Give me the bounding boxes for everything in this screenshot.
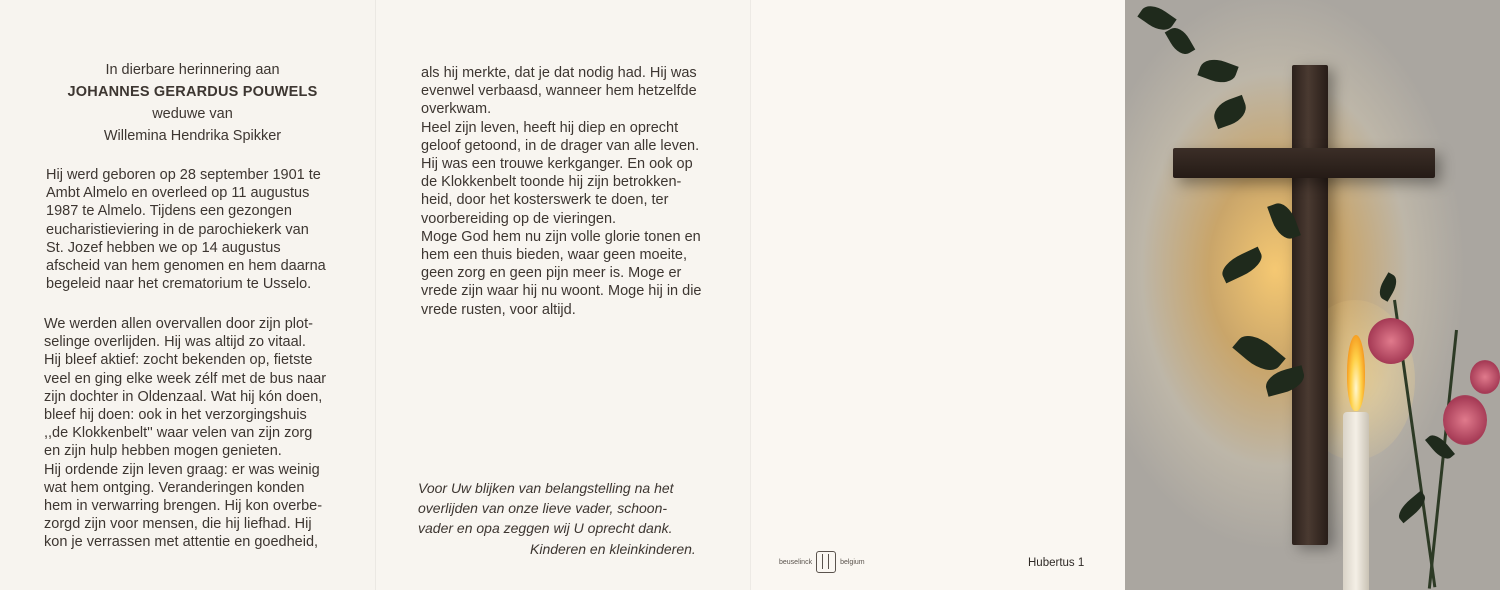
text-line: 1987 te Almelo. Tijdens een gezongen [46, 203, 292, 220]
text-line: bleef hij doen: ook in het verzorgingshuis [44, 407, 307, 424]
text-line: veel en ging elke week zélf met de bus naar [44, 370, 327, 387]
text-line: Hij ordende zijn leven graag: er was weinig [44, 461, 320, 478]
photo-cross-candle [1125, 0, 1500, 590]
panel-back [750, 0, 1125, 590]
candle [1343, 412, 1369, 590]
relation-text: weduwe van [152, 106, 233, 122]
text-line: eucharistieviering in de parochiekerk van [46, 221, 309, 238]
text-line: voorbereiding op de vieringen. [421, 210, 617, 227]
text-line: vrede rusten, voor altijd. [421, 301, 576, 318]
text-line: selinge overlijden. Hij was altijd zo vitaal. [44, 334, 306, 351]
text-line: en zijn hulp hebben mogen genieten. [44, 443, 282, 460]
paragraph-continuation [421, 64, 714, 319]
signature: Kinderen en kleinkinderen. [530, 541, 696, 557]
spouse-name: Willemina Hendrika Spikker [103, 128, 282, 144]
text-line: ,,de Klokkenbelt'' waar velen van zijn zorg [44, 425, 313, 442]
text-line: als hij merkte, dat je dat nodig had. Hij was [421, 65, 697, 81]
deceased-name: JOHANNES GERARDUS POUWELS [67, 84, 318, 100]
text-line: wat hem ontging. Veranderingen konden [44, 479, 305, 496]
text-line: zorgd zijn voor mensen, die hij liefhad. Hij [44, 516, 312, 533]
text-line: begeleid naar het crematorium te Usselo. [46, 276, 312, 293]
text-line: Ambt Almelo en overleed op 11 augustus [46, 185, 310, 202]
text-line: afscheid van hem genomen en hem daarna [46, 258, 326, 275]
text-line: hem een thuis bieden, waar geen moeite, [421, 247, 688, 264]
text-line: vader en opa zeggen wij U oprecht dank. [418, 520, 673, 536]
intro-text: In dierbare herinnering aan [105, 62, 280, 78]
candle-flame [1347, 335, 1365, 411]
text-line: overkwam. [421, 101, 492, 118]
printer-mark-icon [816, 551, 836, 573]
text-line: We werden allen overvallen door zijn plot- [44, 316, 313, 332]
cross-upright [1292, 65, 1328, 545]
printer-country: belgium [840, 558, 865, 566]
paragraph-remembrance [44, 315, 337, 552]
card-model: Hubertus 1 [1028, 557, 1085, 569]
text-line: Heel zijn leven, heeft hij diep en oprecht [421, 119, 679, 136]
text-line: hem in verwarring brengen. Hij kon overbe- [44, 498, 323, 515]
cross-beam [1173, 148, 1435, 178]
text-line: Hij bleef aktief: zocht bekenden op, fietste [44, 352, 313, 369]
text-line: evenwel verbaasd, wanneer hem hetzelfde [421, 83, 697, 100]
flower [1368, 318, 1414, 364]
text-line: Voor Uw blijken van belangstelling na het [418, 480, 674, 496]
text-line: Hij werd geboren op 28 september 1901 te [46, 167, 321, 183]
text-line: overlijden van onze lieve vader, schoon- [418, 500, 668, 516]
printer-name: beuselinck [779, 558, 813, 566]
flower [1443, 395, 1487, 445]
text-line: vrede zijn waar hij nu woont. Moge hij in die [421, 283, 702, 300]
fold-line [375, 0, 376, 590]
flower [1470, 360, 1500, 394]
text-line: heid, door het kosterswerk te doen, ter [421, 192, 669, 209]
thanks-note [418, 478, 714, 538]
text-line: zijn dochter in Oldenzaal. Wat hij kón doen, [44, 388, 323, 405]
text-line: de Klokkenbelt toonde hij zijn betrokken- [421, 174, 682, 191]
memorial-header [40, 59, 345, 147]
text-line: geen zorg en geen pijn meer is. Moge er [421, 265, 682, 282]
text-line: Hij was een trouwe kerkganger. En ook op [421, 156, 693, 173]
text-line: kon je verrassen met attentie en goedheid, [44, 534, 319, 551]
text-line: geloof getoond, in de drager van alle leven. [421, 137, 700, 154]
text-line: Moge God hem nu zijn volle glorie tonen en [421, 228, 701, 245]
printer-logo [779, 551, 865, 573]
paragraph-biography [46, 166, 337, 293]
text-line: St. Jozef hebben we op 14 augustus [46, 239, 281, 256]
fold-line [750, 0, 751, 590]
